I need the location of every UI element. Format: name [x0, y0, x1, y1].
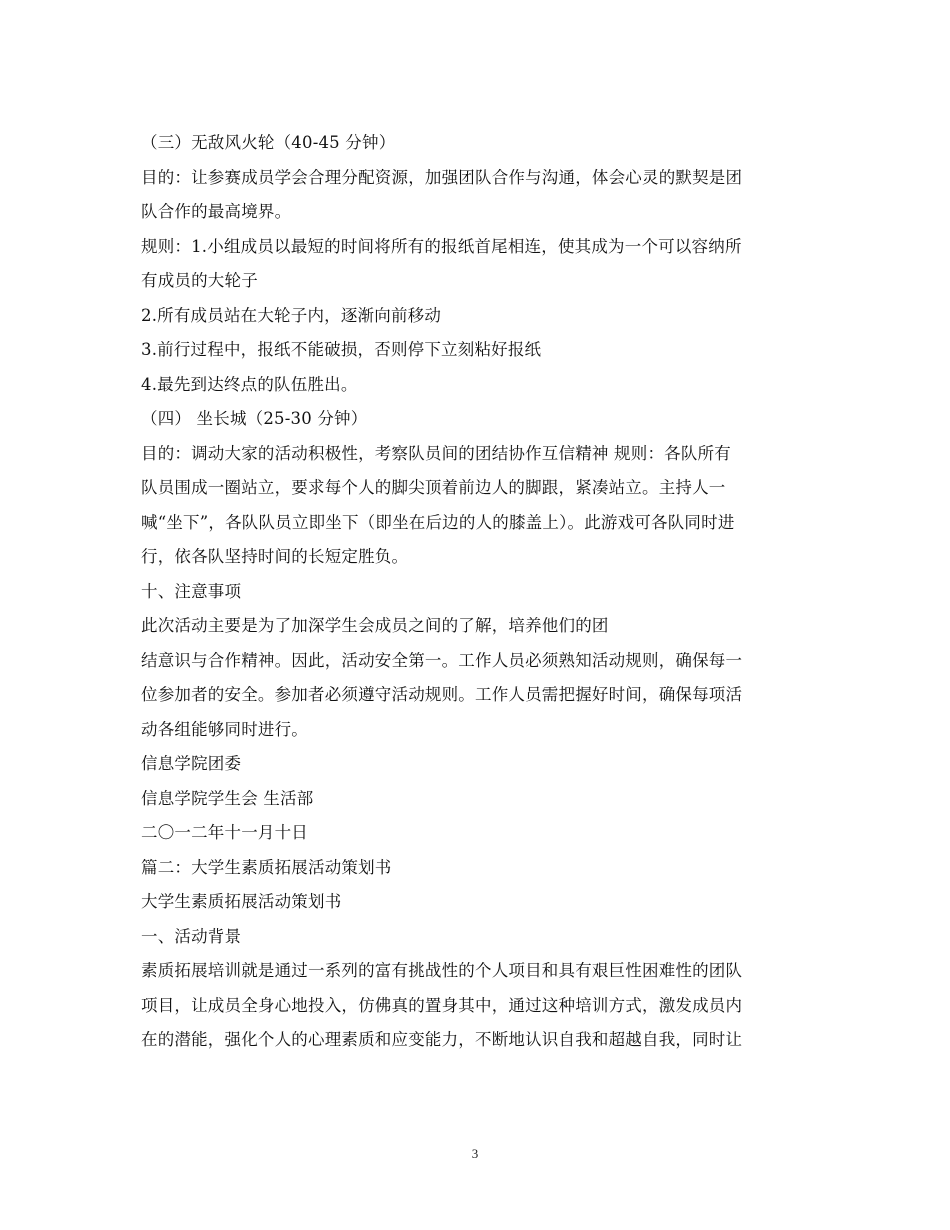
- text-line: 2.所有成员站在大轮子内，逐渐向前移动: [141, 305, 442, 325]
- text-line: 规则：1.小组成员以最短的时间将所有的报纸首尾相连，使其成为一个可以容纳所: [141, 236, 742, 256]
- body-text: [141, 126, 821, 1058]
- text-line: 在的潜能，强化个人的心理素质和应变能力，不断地认识自我和超越自我，同时让: [141, 1030, 743, 1049]
- text-line: 动各组能够同时进行。: [141, 719, 308, 739]
- text-line: 结意识与合作精神。因此，活动安全第一。工作人员必须熟知活动规则，确保每一: [141, 650, 743, 670]
- page-number: 3: [471, 1146, 479, 1161]
- text-line: 此次活动主要是为了加深学生会成员之间的了解，培养他们的团: [141, 616, 609, 635]
- signature-dept: 信息学院学生会 生活部: [141, 788, 314, 808]
- text-line: 行，依各队坚持时间的长短定胜负。: [141, 547, 409, 566]
- section-heading-notes: 十、注意事项: [141, 581, 242, 601]
- signature-date: 二〇一二年十一月十日: [141, 823, 308, 842]
- text-line: 喊“坐下”，各队队员立即坐下（即坐在后边的人的膝盖上）。此游戏可各队同时进: [141, 512, 735, 532]
- chapter-heading: 篇二：大学生素质拓展活动策划书: [141, 857, 392, 877]
- text-line: 目的：让参赛成员学会合理分配资源，加强团队合作与沟通，体会心灵的默契是团: [141, 167, 743, 187]
- signature-org: 信息学院团委: [141, 754, 242, 773]
- text-line: 位参加者的安全。参加者必须遵守活动规则。工作人员需把握好时间，确保每项活: [141, 685, 743, 704]
- text-line: 队合作的最高境界。: [141, 202, 292, 221]
- text-line: 目的：调动大家的活动积极性，考察队员间的团结协作互信精神 规则：各队所有: [141, 443, 731, 463]
- text-line: 项目，让成员全身心地投入，仿佛真的置身其中，通过这种培训方式，激发成员内: [141, 995, 743, 1015]
- text-line: 4.最先到达终点的队伍胜出。: [141, 374, 358, 394]
- section-heading-great-wall: （四） 坐长城（25-30 分钟）: [141, 409, 368, 428]
- text-line: 3.前行过程中，报纸不能破损，否则停下立刻粘好报纸: [141, 340, 542, 359]
- text-line: 有成员的大轮子: [141, 271, 258, 290]
- document-title: 大学生素质拓展活动策划书: [141, 892, 342, 911]
- text-line: 素质拓展培训就是通过一系列的富有挑战性的个人项目和具有艰巨性困难性的团队: [141, 961, 743, 980]
- section-heading-background: 一、活动背景: [141, 926, 242, 946]
- text-line: 队员围成一圈站立，要求每个人的脚尖顶着前边人的脚跟，紧凑站立。主持人一: [141, 478, 726, 497]
- section-heading-wheel: （三）无敌风火轮（40-45 分钟）: [141, 133, 396, 152]
